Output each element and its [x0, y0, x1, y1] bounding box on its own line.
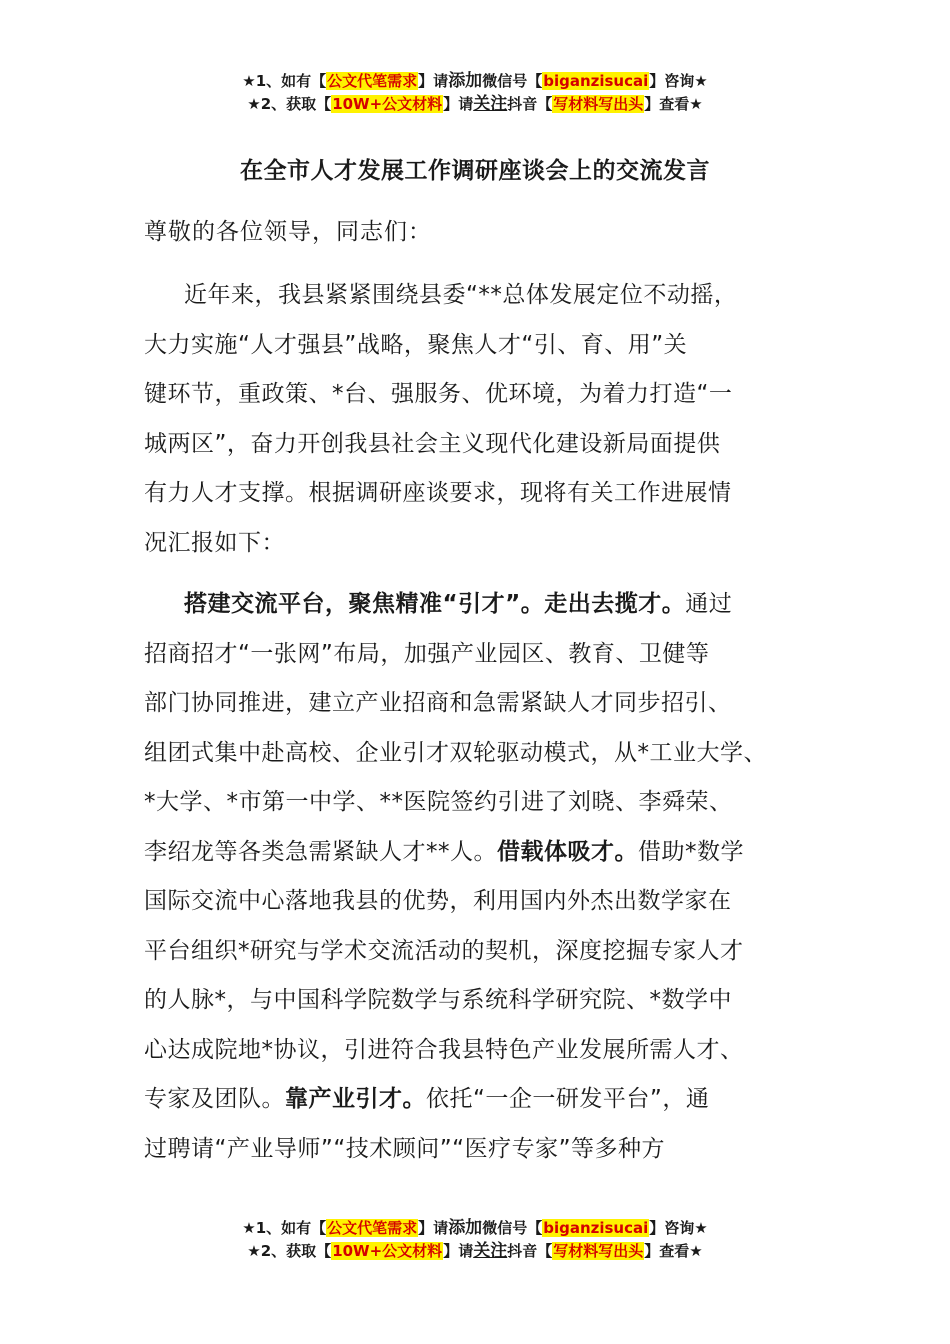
- paragraph-line: 近年来，我县紧紧围绕县委“**总体发展定位不动摇，: [184, 282, 738, 308]
- banner-highlight: 写材料写出头: [553, 1242, 644, 1260]
- paragraph-line: 键环节，重政策、*台、强服务、优环境，为着力打造“一: [144, 381, 733, 407]
- paragraph-line: [144, 1075, 824, 1125]
- banner-line-1: [0, 1217, 950, 1240]
- banner-text: 】请: [418, 72, 449, 90]
- banner-highlight: 写材料写出头: [553, 95, 644, 113]
- banner-text: ★1、如有【: [242, 1219, 327, 1237]
- banner-highlight: 公文代笔需求: [327, 1219, 418, 1237]
- banner-text: ★1、如有【: [242, 72, 327, 90]
- paragraph-line: 部门协同推进，建立产业招商和急需紧缺人才同步招引、: [144, 690, 732, 716]
- banner-highlight: biganzisucai: [543, 1219, 649, 1237]
- paragraph-line: *大学、*市第一中学、**医院签约引进了刘晓、李舜荣、: [144, 789, 733, 815]
- banner-text: 】查看★: [644, 95, 703, 113]
- paragraph-text: 依托“一企一研发平台”，通: [426, 1086, 710, 1112]
- paragraph-line: 大力实施“人才强县”战略，聚焦人才“引、育、用”关: [144, 331, 688, 358]
- paragraph-line: 的人脉*，与中国科学院数学与系统科学研究院、*数学中: [144, 987, 732, 1013]
- banner-emphasis: 关注: [473, 1241, 508, 1261]
- banner-text: 】咨询★: [649, 72, 708, 90]
- banner-text: 微信号【: [482, 72, 543, 90]
- banner-text: 】请: [418, 1219, 449, 1237]
- banner-line-2: [0, 93, 950, 116]
- banner-text: 】请: [443, 1242, 474, 1260]
- banner-text: ★2、获取【: [247, 95, 332, 113]
- banner-line-2: [0, 1240, 950, 1263]
- banner-emphasis: 关注: [473, 94, 508, 114]
- bottom-banner: [0, 1217, 950, 1263]
- paragraph-text: 专家及团队。: [144, 1086, 285, 1112]
- banner-text: 抖音【: [507, 1242, 553, 1260]
- paragraph-text: 通过: [685, 591, 733, 617]
- banner-text: 】查看★: [644, 1242, 703, 1260]
- banner-text: 抖音【: [507, 95, 553, 113]
- paragraph-line: 心达成院地*协议，引进符合我县特色产业发展所需人才、: [144, 1036, 744, 1063]
- banner-text: ★2、获取【: [247, 1242, 332, 1260]
- paragraph-line: 平台组织*研究与学术交流活动的契机，深度挖掘专家人才: [144, 937, 744, 964]
- paragraph-line: 国际交流中心落地我县的优势，利用国内外杰出数学家在: [144, 888, 732, 914]
- banner-text: 】请: [443, 95, 474, 113]
- banner-highlight: 10W+公文材料: [332, 1242, 443, 1260]
- section-heading: 搭建交流平台，聚焦精准“引才”。走出去揽才。: [184, 591, 686, 617]
- paragraph-line: 过聘请“产业导师”“技术顾问”“医疗专家”等多种方: [144, 1135, 665, 1162]
- banner-text: 微信号【: [482, 1219, 543, 1237]
- banner-emphasis: 添加: [448, 71, 483, 91]
- paragraph-talent-introduction: [144, 580, 824, 1174]
- banner-highlight: 10W+公文材料: [332, 95, 443, 113]
- paragraph-line: 组团式集中赴高校、企业引才双轮驱动模式，从*工业大学、: [144, 739, 767, 766]
- paragraph-intro: [144, 271, 824, 568]
- paragraph-line: [144, 580, 824, 630]
- paragraph-text: 借助*数学: [638, 838, 744, 865]
- banner-highlight: 公文代笔需求: [327, 72, 418, 90]
- document-title: 在全市人才发展工作调研座谈会上的交流发言: [240, 158, 710, 184]
- salutation: 尊敬的各位领导，同志们：: [144, 219, 432, 245]
- subsection-heading: 靠产业引才。: [285, 1086, 426, 1112]
- paragraph-text: 李绍龙等各类急需紧缺人才**人。: [144, 838, 497, 865]
- banner-emphasis: 添加: [448, 1218, 483, 1238]
- paragraph-line: 招商招才“一张网”布局，加强产业园区、教育、卫健等: [144, 640, 710, 667]
- subsection-heading: 借载体吸才。: [497, 838, 638, 865]
- paragraph-line: 况汇报如下：: [144, 529, 285, 556]
- top-banner: [0, 70, 950, 116]
- paragraph-line: [144, 828, 824, 878]
- paragraph-line: 城两区”，奋力开创我县社会主义现代化建设新局面提供: [144, 430, 721, 457]
- banner-highlight: biganzisucai: [543, 72, 649, 90]
- paragraph-line: 有力人才支撑。根据调研座谈要求，现将有关工作进展情: [144, 480, 732, 506]
- banner-text: 】咨询★: [649, 1219, 708, 1237]
- banner-line-1: [0, 70, 950, 93]
